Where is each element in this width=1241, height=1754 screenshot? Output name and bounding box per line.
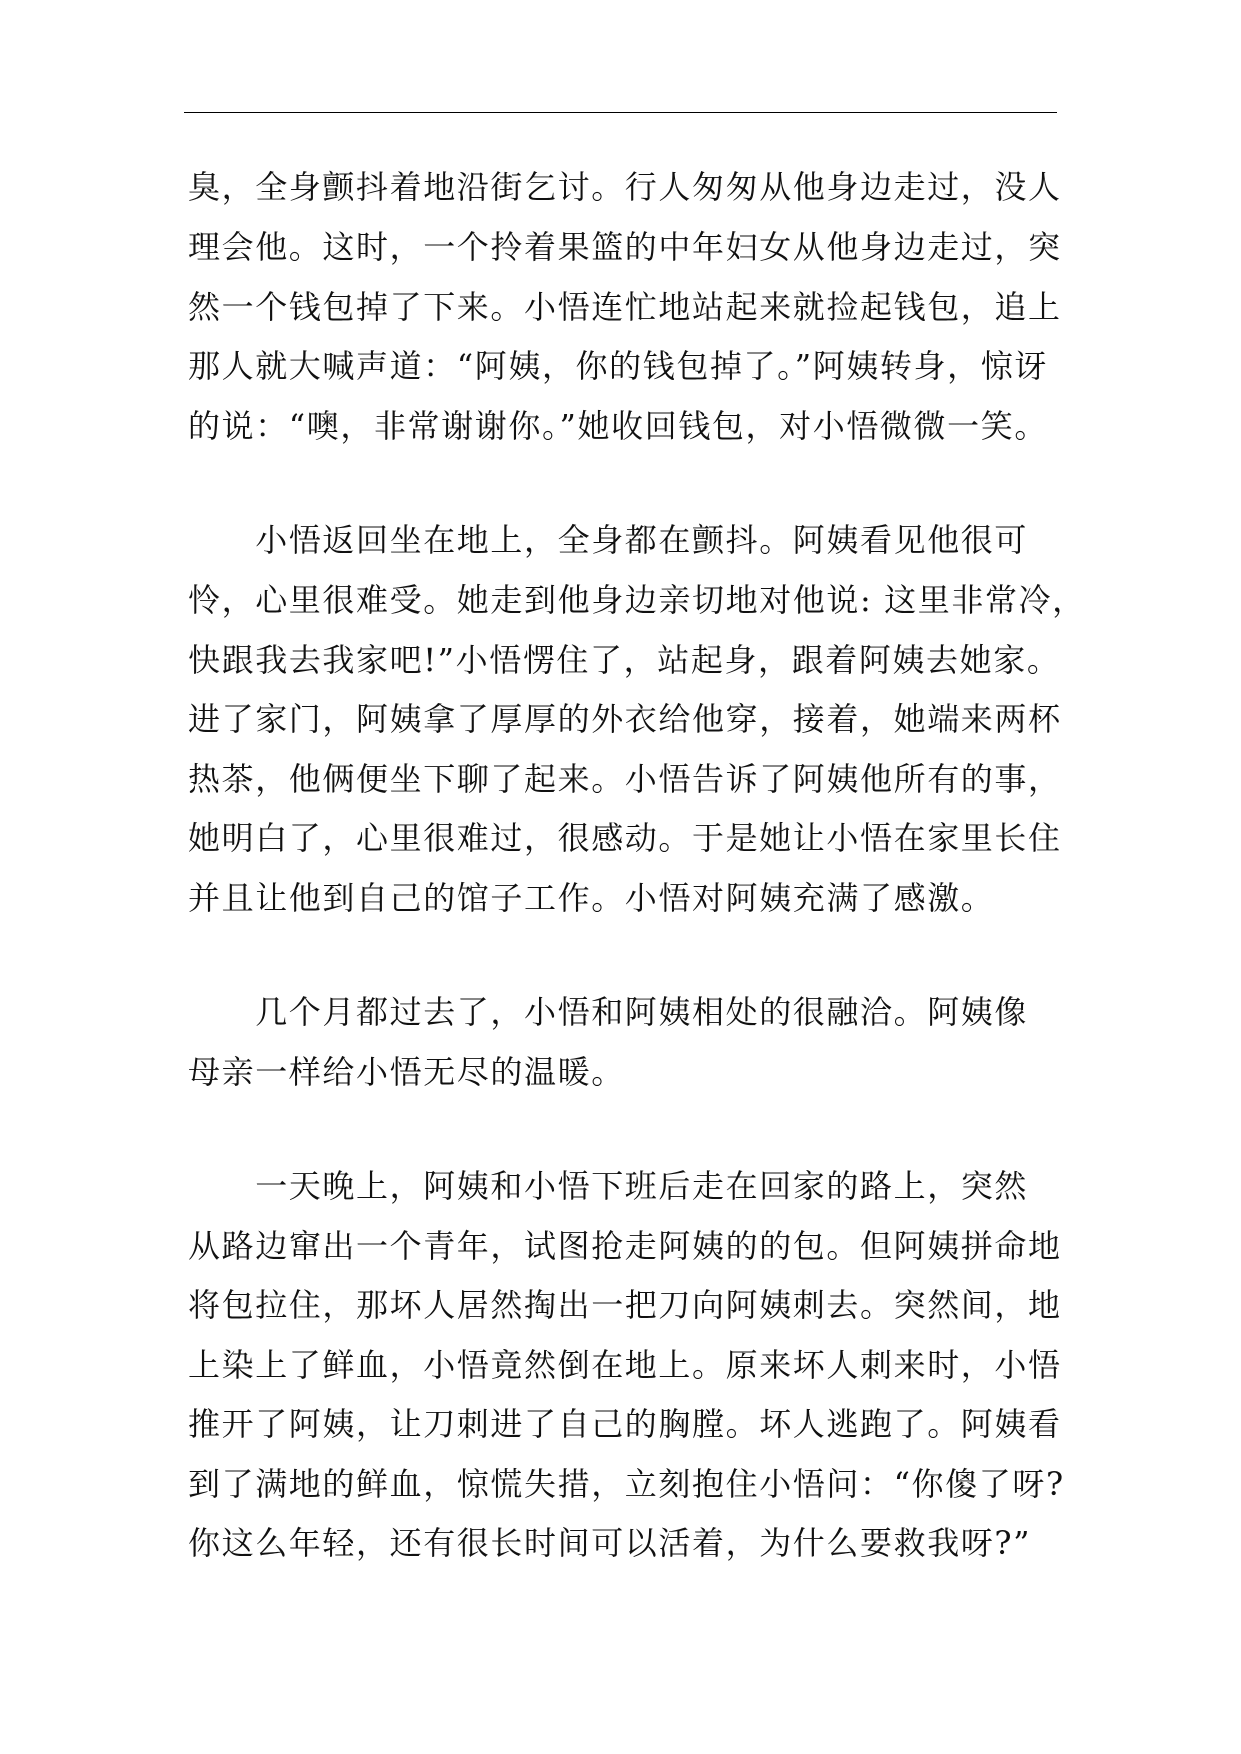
text-line: 并且让他到自己的馆子工作。小悟对阿姨充满了感激。 (188, 879, 995, 917)
text-line: 你这么年轻，还有很长时间可以活着，为什么要救我呀?” (188, 1524, 1032, 1562)
header-rule (184, 112, 1057, 113)
text-line: 从路边窜出一个青年，试图抢走阿姨的的包。但阿姨拼命地 (188, 1227, 1062, 1265)
text-line: 进了家门，阿姨拿了厚厚的外衣给他穿，接着，她端来两杯 (188, 700, 1062, 738)
text-line: 几个月都过去了，小悟和阿姨相处的很融洽。阿姨像 (188, 993, 1029, 1031)
text-line: 她明白了，心里很难过，很感动。于是她让小悟在家里长住 (188, 819, 1062, 857)
text-line: 上染上了鲜血，小悟竟然倒在地上。原来坏人刺来时，小悟 (188, 1346, 1062, 1384)
text-line: 快跟我去我家吧!”小悟愣住了，站起身，跟着阿姨去她家。 (188, 641, 1061, 679)
text-line: 母亲一样给小悟无尽的温暖。 (188, 1053, 625, 1091)
text-line: 怜，心里很难受。她走到他身边亲切地对他说: 这里非常冷， (188, 581, 1086, 619)
text-line: 那人就大喊声道：“阿姨，你的钱包掉了。”阿姨转身，惊讶 (188, 347, 1048, 385)
text-line: 小悟返回坐在地上，全身都在颤抖。阿姨看见他很可 (188, 521, 1029, 559)
text-line: 推开了阿姨，让刀刺进了自己的胸膛。坏人逃跑了。阿姨看 (188, 1405, 1062, 1443)
text-line: 热茶，他俩便坐下聊了起来。小悟告诉了阿姨他所有的事， (188, 760, 1062, 798)
text-line: 的说：“噢，非常谢谢你。”她收回钱包，对小悟微微一笑。 (188, 407, 1048, 445)
text-line: 然一个钱包掉了下来。小悟连忙地站起来就捡起钱包，追上 (188, 288, 1062, 326)
text-line: 到了满地的鲜血，惊慌失措，立刻抱住小悟问：“你傻了呀? (188, 1465, 1065, 1503)
text-line: 臭，全身颤抖着地沿街乞讨。行人匆匆从他身边走过，没人 (188, 168, 1062, 206)
text-line: 理会他。这时，一个拎着果篮的中年妇女从他身边走过，突 (188, 228, 1062, 266)
text-line: 将包拉住，那坏人居然掏出一把刀向阿姨刺去。突然间，地 (188, 1286, 1062, 1324)
text-line: 一天晚上，阿姨和小悟下班后走在回家的路上，突然 (188, 1167, 1029, 1205)
